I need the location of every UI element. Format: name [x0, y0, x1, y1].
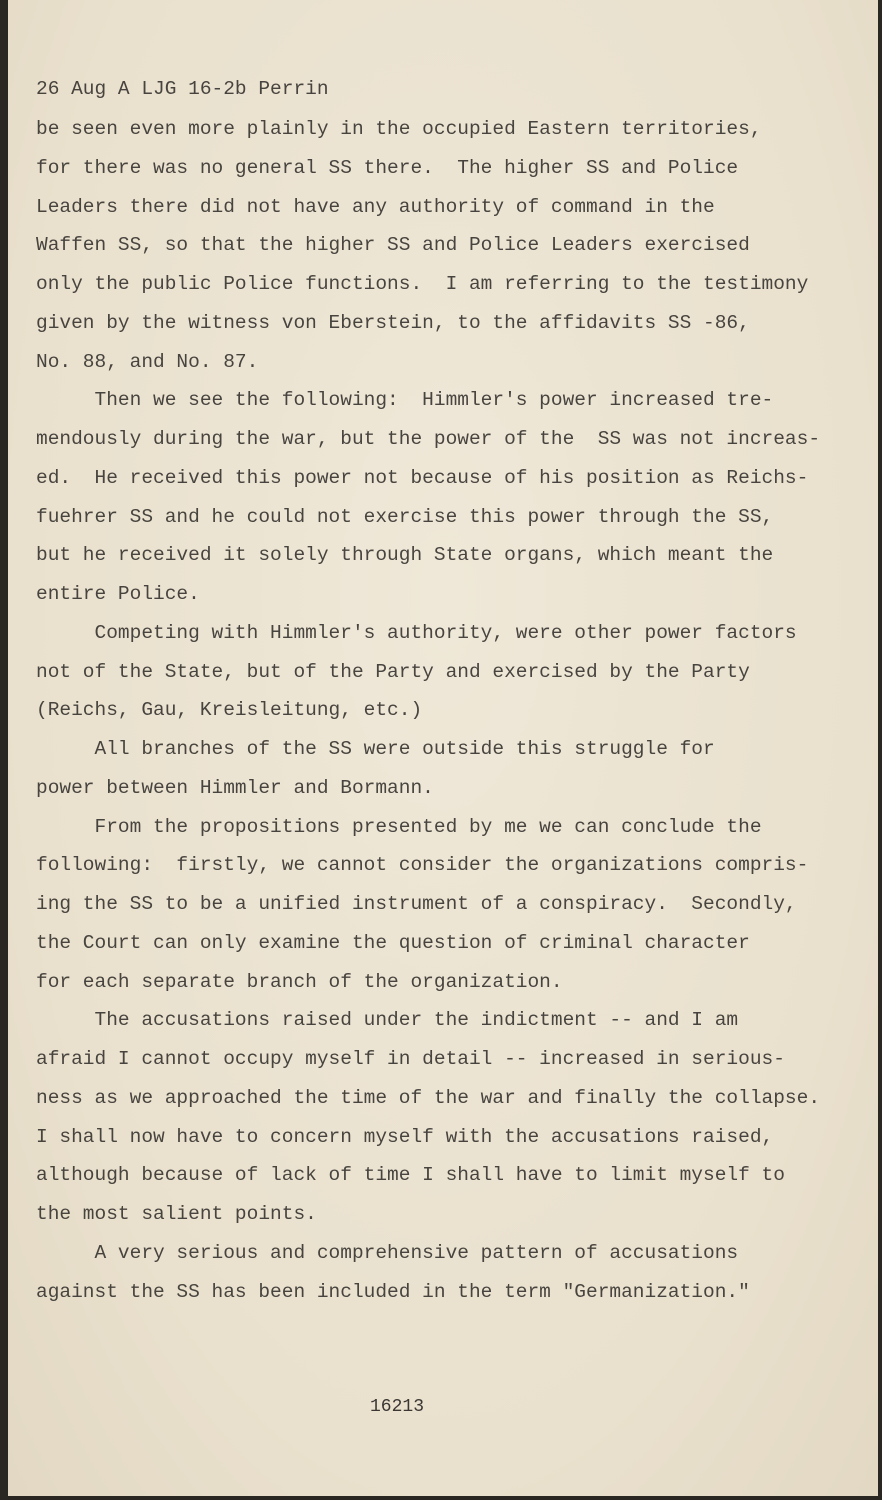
- text-line: fuehrer SS and he could not exercise this power through the SS,: [36, 505, 774, 528]
- text-line: Waffen SS, so that the higher SS and Police Leaders exercised: [36, 234, 750, 257]
- text-line: afraid I cannot occupy myself in detail -- increased in serious-: [36, 1048, 785, 1070]
- text-line: the Court can only examine the question of criminal character: [36, 931, 750, 954]
- text-line: the most salient points.: [36, 1203, 317, 1225]
- text-line: for there was no general SS there. The higher SS and Police: [36, 156, 739, 179]
- text-line: ing the SS to be a unified instrument of a conspiracy. Secondly,: [36, 893, 797, 915]
- text-line: not of the State, but of the Party and exercised by the Party: [36, 660, 750, 683]
- text-line: Then we see the following: Himmler's power increased tre-: [36, 389, 774, 412]
- text-line: ness as we approached the time of the war and finally the collapse.: [36, 1086, 821, 1109]
- text-line: A very serious and comprehensive pattern of accusations: [36, 1241, 739, 1264]
- text-line: No. 88, and No. 87.: [36, 350, 259, 373]
- text-line: I shall now have to concern myself with the accusations raised,: [36, 1125, 774, 1148]
- text-line: (Reichs, Gau, Kreisleitung, etc.): [36, 699, 423, 722]
- text-line: mendously during the war, but the power of the SS was not increas-: [36, 428, 821, 450]
- text-line: although because of lack of time I shall have to limit myself to: [36, 1164, 785, 1187]
- document-page: [8, 0, 878, 1496]
- text-line: following: firstly, we cannot consider the organizations compris-: [36, 854, 809, 877]
- text-line: Leaders there did not have any authority of command in the: [36, 195, 715, 218]
- page-number: 16213: [370, 1397, 425, 1417]
- text-line: against the SS has been included in the term "Germanization.": [36, 1280, 750, 1303]
- text-line: All branches of the SS were outside this struggle for: [36, 738, 715, 760]
- document-header: 26 Aug A LJG 16-2b Perrin: [36, 78, 329, 100]
- text-line: entire Police.: [36, 583, 200, 605]
- text-line: for each separate branch of the organization.: [36, 970, 563, 993]
- text-line: given by the witness von Eberstein, to the affidavits SS -86,: [36, 311, 750, 334]
- text-line: From the propositions presented by me we can conclude the: [36, 815, 762, 838]
- text-line: ed. He received this power not because of his position as Reichs-: [36, 466, 809, 489]
- text-line: power between Himmler and Bormann.: [36, 776, 434, 799]
- text-line: but he received it solely through State organs, which meant the: [36, 544, 774, 567]
- text-line: Competing with Himmler's authority, were other power factors: [36, 621, 797, 644]
- text-line: The accusations raised under the indictment -- and I am: [36, 1009, 739, 1032]
- text-line: be seen even more plainly in the occupied Eastern territories,: [36, 118, 762, 140]
- text-line: only the public Police functions. I am referring to the testimony: [36, 273, 809, 295]
